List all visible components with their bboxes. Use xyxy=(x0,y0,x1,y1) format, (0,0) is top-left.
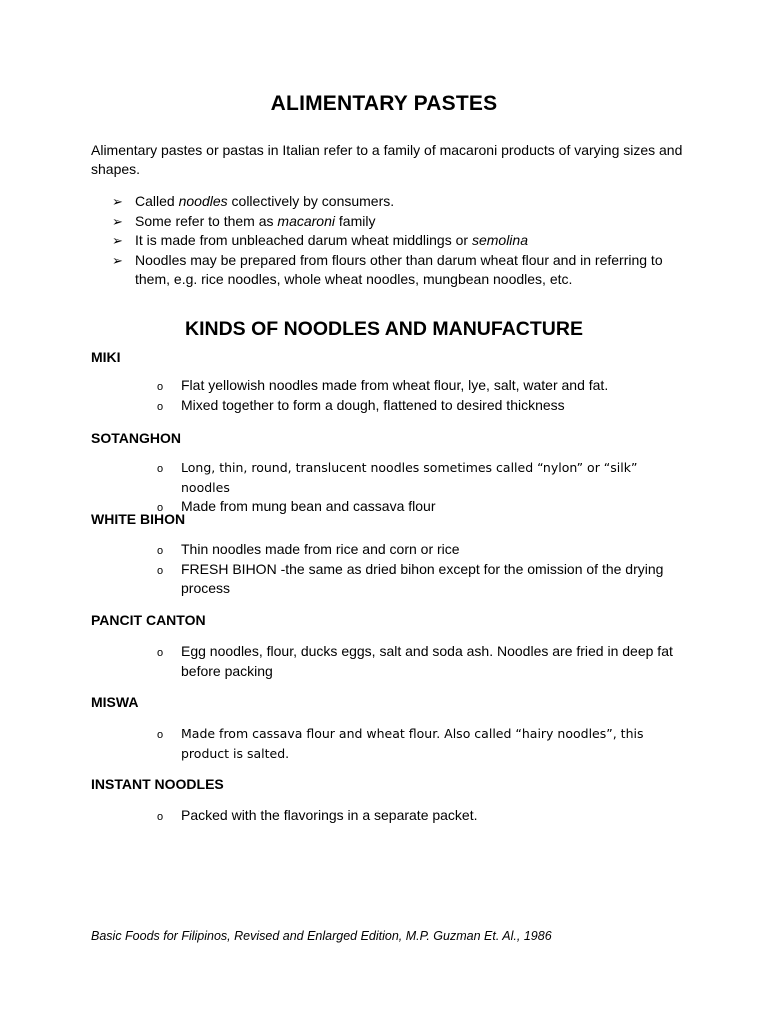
kind-list-sotanghon xyxy=(156,458,676,517)
bullet-item: ➢ It is made from unbleached darum wheat middlings or semolina xyxy=(112,232,528,248)
list-item: o Mixed together to form a dough, flattened to desired thickness xyxy=(157,396,565,413)
source-citation: Basic Foods for Filipinos, Revised and Enlarged Edition, M.P. Guzman Et. Al., 1986 xyxy=(91,929,552,943)
kind-heading-white-bihon: WHITE BIHON xyxy=(91,511,186,527)
arrow-bullet-icon: ➢ xyxy=(112,213,123,229)
kind-list-white-bihon xyxy=(156,540,676,599)
section-heading: KINDS OF NOODLES AND MANUFACTURE xyxy=(185,318,583,340)
kind-list-miki xyxy=(156,376,676,415)
kind-heading-pancit-canton: PANCIT CANTON xyxy=(91,612,206,628)
list-item: o Thin noodles made from rice and corn or rice xyxy=(157,541,460,557)
bullet-item: ➢ Noodles may be prepared from flours other than darum wheat flour and in referring to them, e.g. rice noodles, whole wheat noodles, mungbean noodles, etc. xyxy=(112,251,663,287)
circle-bullet-icon: o xyxy=(157,381,164,393)
list-item: o FRESH BIHON -the same as dried bihon except for the omission of the drying process xyxy=(157,560,664,596)
bullet-item: ➢ Called noodles collectively by consumers. xyxy=(112,193,395,209)
kind-heading-instant-noodles: INSTANT NOODLES xyxy=(91,776,224,792)
kind-list-miswa xyxy=(156,724,676,763)
circle-bullet-icon: o xyxy=(157,502,164,514)
kind-heading-miki: MIKI xyxy=(91,349,121,365)
circle-bullet-icon: o xyxy=(157,811,164,823)
kind-heading-miswa: MISWA xyxy=(91,694,139,710)
intro-bullet-list xyxy=(112,192,682,290)
bullet-item: ➢ Some refer to them as macaroni family xyxy=(112,212,376,229)
circle-bullet-icon: o xyxy=(157,545,164,557)
list-item: o Made from cassava flour and wheat flour. Also called “hairy noodles”, this product is salted. xyxy=(157,726,644,761)
list-item: o Made from mung bean and cassava flour xyxy=(157,498,436,514)
circle-bullet-icon: o xyxy=(157,400,164,413)
intro-paragraph: Alimentary pastes or pastas in Italian refer to a family of macaroni products of varying sizes and shapes. xyxy=(91,142,683,177)
circle-bullet-icon: o xyxy=(157,647,164,659)
circle-bullet-icon: o xyxy=(157,564,164,577)
page-title: ALIMENTARY PASTES xyxy=(270,92,498,115)
list-item: o Egg noodles, flour, ducks eggs, salt and soda ash. Noodles are fried in deep fat before packing xyxy=(157,643,673,679)
list-item: o Flat yellowish noodles made from wheat flour, lye, salt, water and fat. xyxy=(157,377,609,393)
kind-list-pancit-canton xyxy=(156,642,676,681)
kind-list-instant-noodles xyxy=(156,806,676,826)
arrow-bullet-icon: ➢ xyxy=(112,233,123,248)
kind-heading-sotanghon: SOTANGHON xyxy=(91,430,181,446)
circle-bullet-icon: o xyxy=(157,729,164,741)
list-item: o Long, thin, round, translucent noodles sometimes called “nylon” or “silk” noodles xyxy=(157,460,638,495)
arrow-bullet-icon: ➢ xyxy=(112,194,123,209)
arrow-bullet-icon: ➢ xyxy=(112,252,123,268)
circle-bullet-icon: o xyxy=(157,463,164,475)
list-item: o Packed with the flavorings in a separate packet. xyxy=(157,807,478,823)
